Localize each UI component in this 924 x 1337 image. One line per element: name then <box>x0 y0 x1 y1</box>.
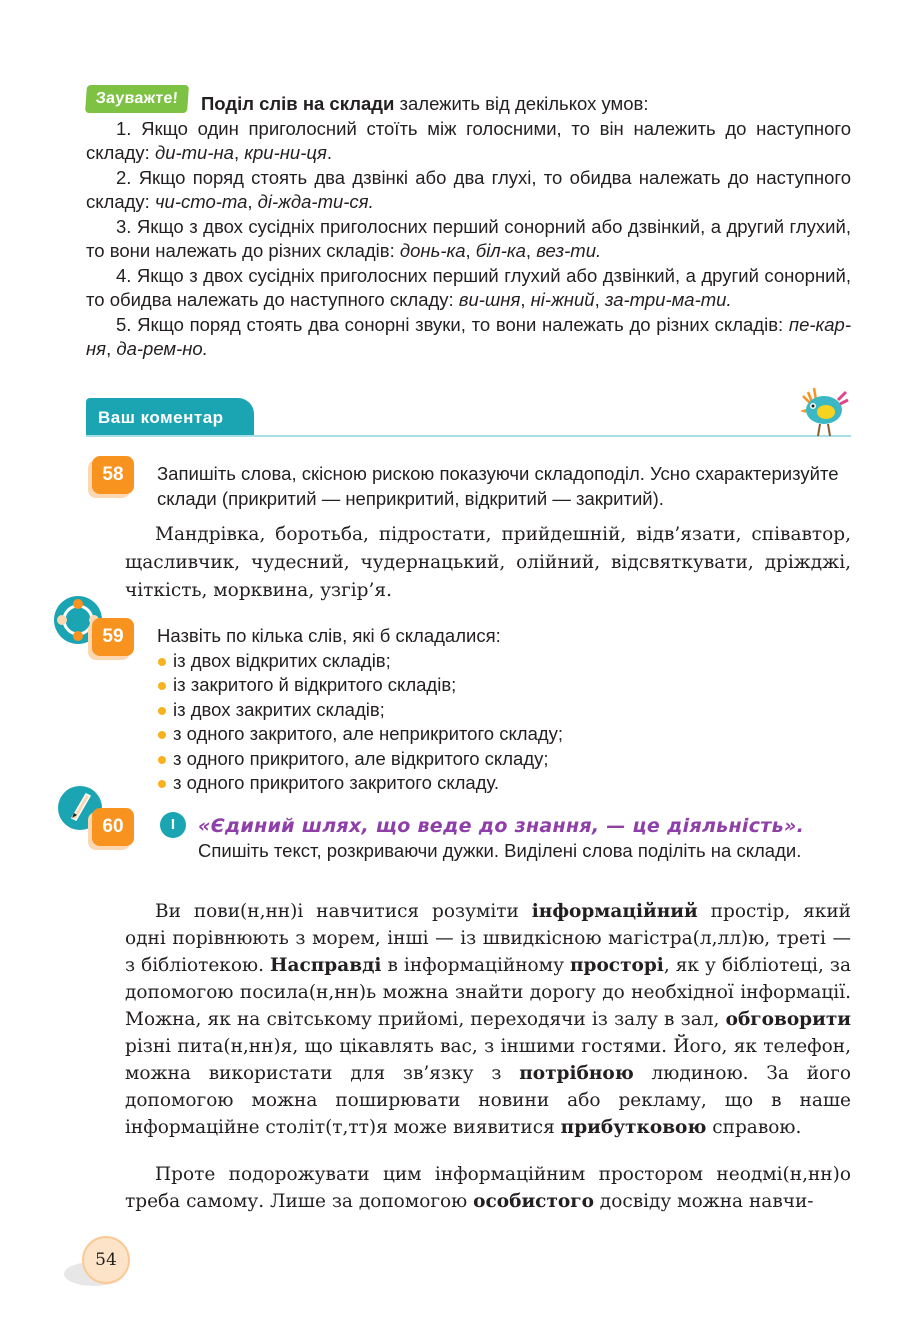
note-rule-example: да-рем-но. <box>116 338 208 359</box>
exercise-58-words: Мандрівка, боротьба, підростати, прийдешній, відв’язати, співавтор, щасливчик, чудесний, чудернацький, олійний, відсвяткувати, дріжджі, чіткість, морквина, узгір’я. <box>125 524 851 601</box>
exercise-59-task: Назвіть по кілька слів, які б складалися: <box>157 625 501 646</box>
note-rule-example: чи-сто-та <box>154 191 248 212</box>
bold-word: потрібною <box>519 1063 634 1084</box>
bold-word: Насправді <box>270 955 382 976</box>
note-rule-example: пе-кар-ня <box>86 313 851 359</box>
note-rule-example: донь-ка <box>399 240 466 261</box>
exercise-60-paragraph-2 <box>125 1161 851 1215</box>
level-badge: I <box>160 812 186 838</box>
note-rule-example: за-три-ма-ти. <box>604 289 732 310</box>
text-run: досвіду можна навчи- <box>593 1191 814 1212</box>
bold-word: прибутковою <box>560 1117 707 1138</box>
exercise-60-paragraph-1 <box>125 898 851 1141</box>
note-rule-example: ди-ти-на <box>154 142 234 163</box>
page-number: 54 <box>82 1236 130 1284</box>
exercise-60-task: Спишіть текст, розкриваючи дужки. Виділені слова поділіть на склади. <box>198 840 802 861</box>
note-rule: 1. Якщо один приголосний стоїть між голосними, то він належить до наступного складу: ди-ти-на, кри-ни-ця. <box>86 117 851 163</box>
bold-word: просторі <box>569 955 664 976</box>
list-item: із двох відкритих складів; <box>157 649 851 674</box>
note-title <box>86 92 851 117</box>
note-rule-text: 1. Якщо один приголосний стоїть між голосними, то він належить до наступного складу: <box>86 117 851 163</box>
text-run: Ви пови(н,нн)і навчитися розуміти <box>155 901 532 922</box>
note-rule-text: 4. Якщо з двох сусідніх приголосних перший глухий або дзвінкий, а другий сонорний, то обидва належать до наступного складу: <box>86 264 851 310</box>
bold-word: обговорити <box>725 1009 851 1030</box>
text-run: в інформаційному <box>381 955 570 976</box>
list-item: з одного прикритого, але відкритого складу; <box>157 747 851 772</box>
exercise-60-quote: «Єдиний шлях, що веде до знання, — це діяльність». <box>198 815 805 837</box>
note-title-bold: Поділ слів на склади <box>201 93 395 114</box>
note-block <box>86 92 851 362</box>
note-rule-example: ви-шня <box>458 289 521 310</box>
text-run: різні пита(н,нн)я, що цікавлять вас, з іншими гостями. Його, як телефон, можна використати для зв’язку з <box>125 1036 851 1084</box>
exercise-59-block <box>157 624 851 796</box>
exercise-58-task: Запишіть слова, скісною рискою показуючи складоподіл. Усно схарактеризуйте склади (прикритий — неприкритий, відкритий — закритий). <box>157 463 839 509</box>
bird-icon <box>798 382 850 440</box>
note-rule: 5. Якщо поряд стоять два сонорні звуки, то вони належать до різних складів: пе-кар-ня, да-рем-но. <box>86 313 851 359</box>
exercise-59-badge: 59 <box>92 618 134 656</box>
exercise-59-list <box>157 649 851 796</box>
note-rule: 2. Якщо поряд стоять два дзвінкі або два глухі, то обидва належать до наступного складу: чи-сто-та, ді-жда-ти-ся. <box>86 166 851 212</box>
note-rule: 3. Якщо з двох сусідніх приголосних перший сонорний або дзвінкий, а другий глухий, то вони належать до різних складів: донь-ка, біл-ка, вез-ти. <box>86 215 851 261</box>
note-title-rest: залежить від декількох умов: <box>394 93 649 114</box>
text-run: Проте подорожувати цим інформаційним простором неодмі(н,нн)о треба самому. Лише за допомогою <box>125 1164 851 1212</box>
bold-word: інформаційний <box>531 901 698 922</box>
note-rule-text: 3. Якщо з двох сусідніх приголосних перший сонорний або дзвінкий, а другий глухий, то вони належать до різних складів: <box>86 215 851 261</box>
note-rule-text: 2. Якщо поряд стоять два дзвінкі або два глухі, то обидва належать до наступного складу: <box>86 166 851 212</box>
text-run: справою. <box>706 1117 802 1138</box>
note-rule: 4. Якщо з двох сусідніх приголосних перший глухий або дзвінкий, а другий сонорний, то обидва належать до наступного складу: ви-шня, ні-жний, за-три-ма-ти. <box>86 264 851 310</box>
text-run: , як у бібліотеці, за допомогою посила(н,нн)ь можна знайти дорогу до необхідної інформації. Можна, як на світському прийомі, переходячи із залу в зал, <box>125 955 851 1030</box>
list-item: з одного закритого, але неприкритого складу; <box>157 722 851 747</box>
note-rule-example: ні-жний <box>530 289 595 310</box>
exercise-60-badge: 60 <box>92 808 134 846</box>
note-rule-example: вез-ти. <box>536 240 602 261</box>
list-item: із закритого й відкритого складів; <box>157 673 851 698</box>
exercise-58-badge: 58 <box>92 456 134 494</box>
comment-header: Ваш коментар <box>86 398 254 436</box>
note-rule-example: ді-жда-ти-ся. <box>257 191 374 212</box>
text-run: простір, який одні порівнюють з морем, інші — із швидкісною магістра(л,лл)ю, треті — з бібліотекою. <box>125 901 851 976</box>
note-rule-text: 5. Якщо поряд стоять два сонорні звуки, то вони належать до різних складів: <box>116 313 789 335</box>
list-item: із двох закритих складів; <box>157 698 851 723</box>
note-rule-example: біл-ка <box>475 240 526 261</box>
note-rule-example: кри-ни-ця <box>244 142 327 163</box>
note-badge: Зауважте! <box>85 85 189 113</box>
comment-divider <box>86 435 851 437</box>
list-item: з одного прикритого закритого складу. <box>157 771 851 796</box>
note-rules <box>86 117 851 362</box>
text-run: людиною. За його допомогою можна поширювати новини або рекламу, що в наше інформаційне століт(т,тт)я може виявитися <box>125 1063 852 1138</box>
bold-word: особистого <box>473 1191 594 1212</box>
